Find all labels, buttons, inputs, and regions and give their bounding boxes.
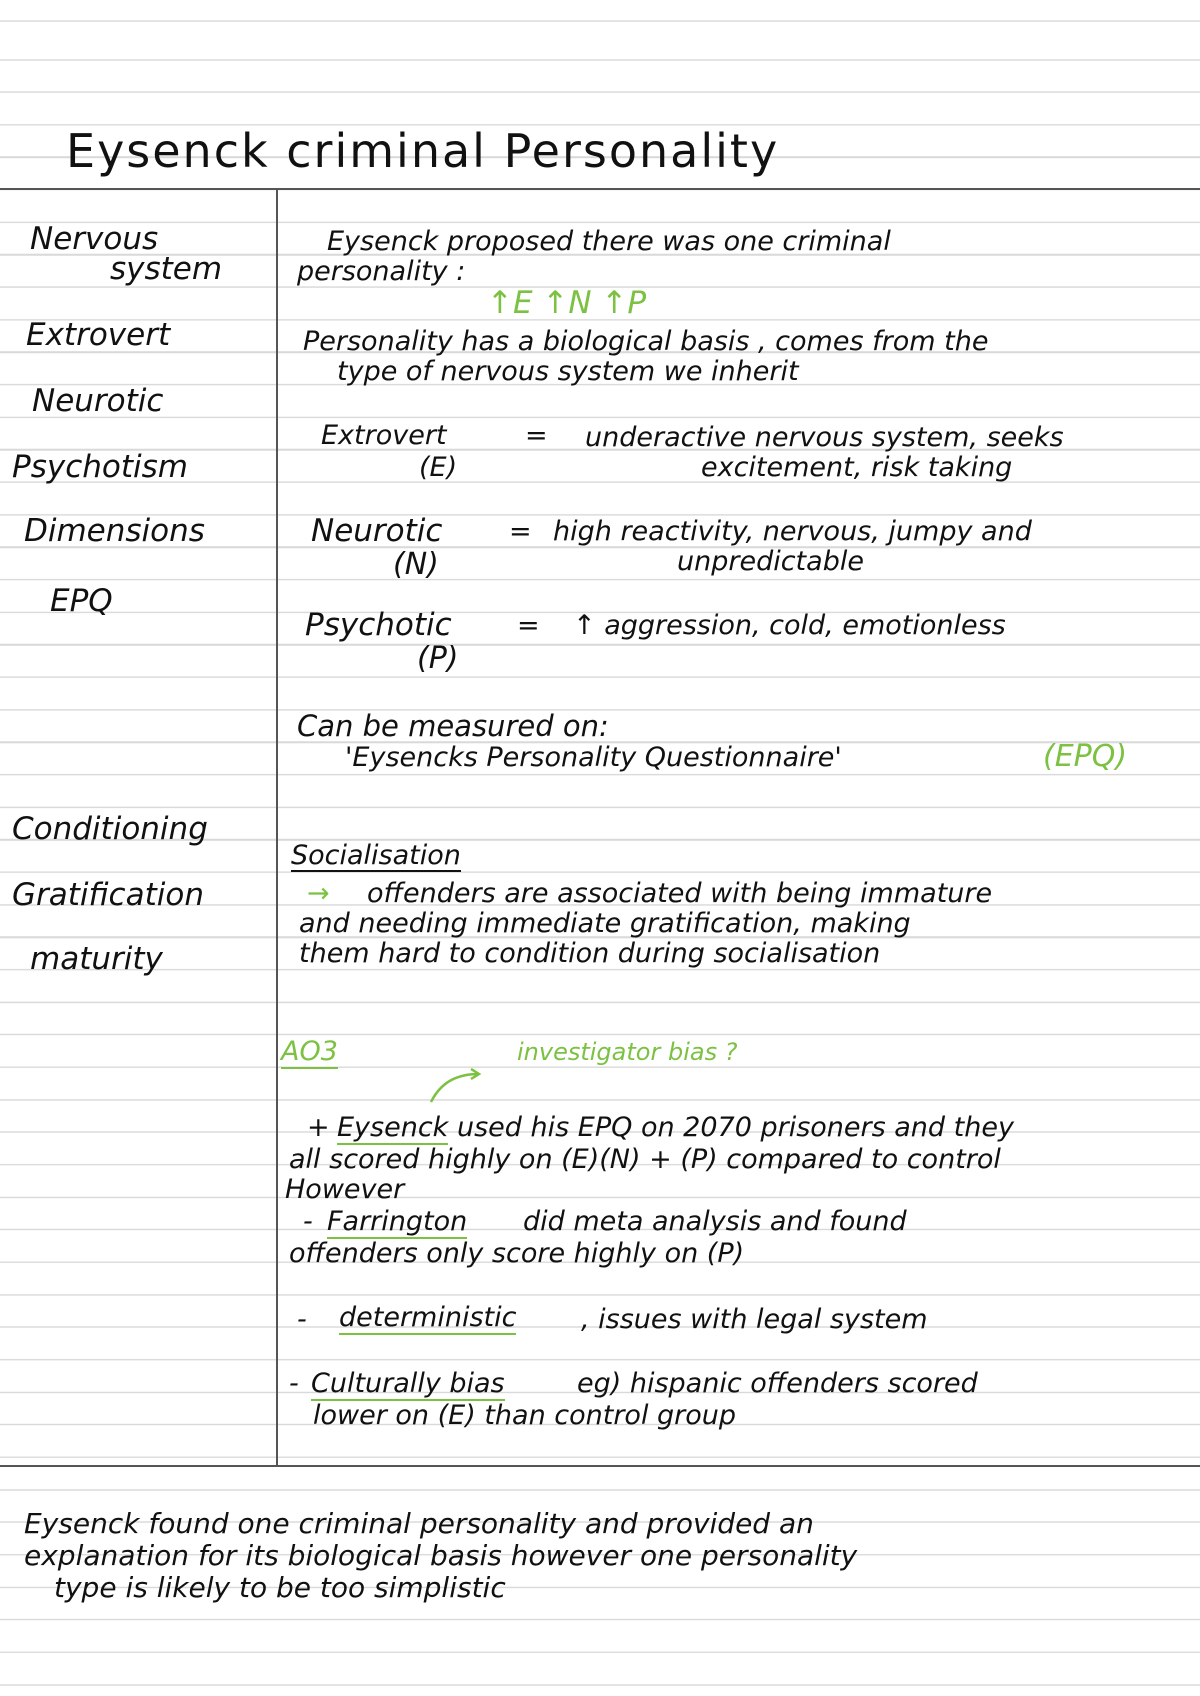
culturally-bias-underlined: Culturally bias — [311, 1368, 505, 1399]
ao3-heading: AO3 — [281, 1036, 338, 1067]
eysenck-underlined: Eysenck — [337, 1112, 449, 1143]
psychotic-eq: = — [517, 610, 540, 641]
ao3-minus-line-1b: offenders only score highly on (P) — [289, 1238, 745, 1269]
socialisation-line-2: and needing immediate gratification, making — [299, 908, 911, 939]
title-section — [0, 0, 1200, 190]
socialisation-heading: Socialisation — [291, 840, 461, 871]
socialisation-line-3: them hard to condition during socialisation — [299, 938, 881, 969]
neurotic-code: (N) — [393, 547, 439, 582]
neurotic-def-2: unpredictable — [677, 546, 864, 577]
summary-line-3: type is likely to be too simplistic — [54, 1571, 506, 1604]
ao3-minus-line-1a: did meta analysis and found — [523, 1206, 907, 1237]
psychotic-code: (P) — [417, 641, 459, 676]
page-title: Eysenck criminal Personality — [66, 124, 780, 178]
cue-epq: EPQ — [50, 583, 113, 619]
psychotic-term: Psychotic — [305, 607, 452, 643]
minus-1-dash: - — [303, 1206, 313, 1237]
plus-sign: + — [307, 1112, 330, 1143]
ao3-minus-line-3a: eg) hispanic offenders scored — [577, 1368, 978, 1399]
cue-nervous: Nervous — [30, 221, 159, 257]
socialisation-line-1: offenders are associated with being immature — [367, 878, 993, 909]
ao3-plus-line-1: used his EPQ on 2070 prisoners and they — [457, 1112, 1014, 1143]
extrovert-def-2: excitement, risk taking — [701, 452, 1013, 483]
extrovert-term: Extrovert — [321, 420, 447, 451]
cue-gratification: Gratification — [12, 877, 204, 913]
bio-line-1: Personality has a biological basis , comes from the — [303, 326, 989, 357]
socialisation-arrow: → — [307, 878, 330, 909]
intro-line-2: personality : — [297, 256, 466, 287]
intro-line-1: Eysenck proposed there was one criminal — [327, 226, 891, 257]
farrington-underlined: Farrington — [327, 1206, 468, 1237]
cue-psychotism: Psychotism — [12, 449, 188, 485]
cue-conditioning: Conditioning — [12, 811, 208, 847]
ao3-minus-line-3b: lower on (E) than control group — [313, 1400, 737, 1431]
cue-neurotic: Neurotic — [32, 383, 164, 419]
cue-system: system — [110, 251, 223, 287]
bio-line-2: type of nervous system we inherit — [337, 356, 799, 387]
minus-2-dash: - — [297, 1304, 307, 1335]
ao3-annotation: investigator bias ? — [517, 1038, 738, 1066]
ao3-plus-line-2: all scored highly on (E)(N) + (P) compared to control — [289, 1144, 1001, 1175]
cue-column — [0, 190, 276, 1465]
neurotic-term: Neurotic — [311, 513, 443, 549]
neurotic-eq: = — [509, 516, 532, 547]
measured-line-2: 'Eysencks Personality Questionnaire' — [345, 742, 842, 773]
minus-3-dash: - — [289, 1368, 299, 1399]
summary-section — [0, 1466, 1200, 1696]
annotation-pointer-arrow — [427, 1068, 487, 1104]
cue-dimensions: Dimensions — [24, 513, 205, 549]
cue-maturity: maturity — [30, 941, 163, 977]
psychotic-def-1: ↑ aggression, cold, emotionless — [573, 610, 1006, 641]
extrovert-def-1: underactive nervous system, seeks — [585, 422, 1064, 453]
notes-column — [277, 190, 1200, 1465]
trait-arrows: ↑E ↑N ↑P — [487, 285, 647, 321]
measured-epq: (EPQ) — [1043, 739, 1128, 774]
cue-extrovert: Extrovert — [26, 317, 171, 353]
summary-line-1: Eysenck found one criminal personality and provided an — [24, 1507, 814, 1540]
extrovert-eq: = — [525, 420, 548, 451]
deterministic-underlined: deterministic — [339, 1302, 517, 1333]
ao3-minus-line-2: , issues with legal system — [581, 1304, 928, 1335]
extrovert-code: (E) — [419, 452, 458, 483]
summary-line-2: explanation for its biological basis however one personality — [24, 1539, 858, 1572]
measured-line-1: Can be measured on: — [297, 709, 609, 743]
ao3-however: However — [285, 1174, 405, 1205]
neurotic-def-1: high reactivity, nervous, jumpy and — [553, 516, 1032, 547]
